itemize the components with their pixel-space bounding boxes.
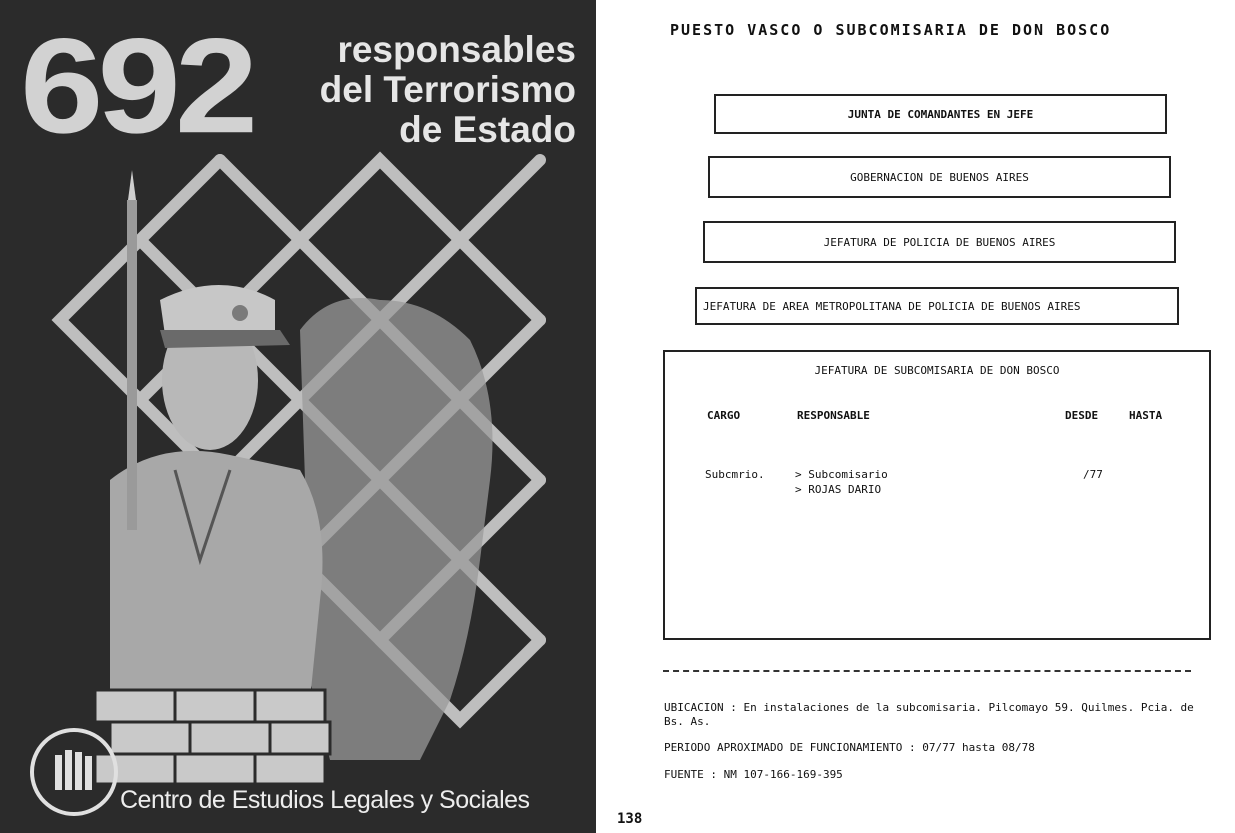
subcomisaria-table [663,350,1211,640]
column-header-hasta: HASTA [1129,409,1163,422]
periodo-text: PERIODO APROXIMADO DE FUNCIONAMIENTO : 07/77 hasta 08/78 [664,741,1035,754]
fuente-text: FUENTE : NM 107-166-169-395 [664,768,843,781]
hierarchy-box-1: JUNTA DE COMANDANTES EN JEFE [714,94,1167,134]
cover-number: 692 [20,9,253,162]
column-header-responsable: RESPONSABLE [797,409,870,422]
column-header-desde: DESDE [1065,409,1099,422]
page-number: 138 [617,811,643,827]
ubicacion-text: UBICACION : En instalaciones de la subcomisaria. Pilcomayo 59. Quilmes. Pcia. de Bs. As. [664,701,1194,728]
row-cargo: Subcmrio. [705,468,765,481]
hierarchy-box-2: GOBERNACION DE BUENOS AIRES [708,156,1171,198]
subcomisaria-title: JEFATURA DE SUBCOMISARIA DE DON BOSCO [814,364,1060,377]
document-title: PUESTO VASCO O SUBCOMISARIA DE DON BOSCO [670,21,1112,39]
hierarchy-box-4: JEFATURA DE AREA METROPOLITANA DE POLICIA DE BUENOS AIRES [695,287,1179,325]
column-header-cargo: CARGO [707,409,741,422]
separator-line [663,670,1191,672]
publisher-name: Centro de Estudios Legales y Sociales [120,786,530,814]
cover-title-line-2: del Terrorismo [319,69,576,110]
row-desde: /77 [1083,468,1103,481]
row-responsable-1: > Subcomisario [795,468,888,481]
hierarchy-box-3: JEFATURA DE POLICIA DE BUENOS AIRES [703,221,1176,263]
cover-title-line-3: de Estado [399,109,576,150]
book-cover [0,0,596,833]
row-responsable-2: > ROJAS DARIO [795,483,882,496]
cover-title-line-1: responsables [337,29,576,70]
